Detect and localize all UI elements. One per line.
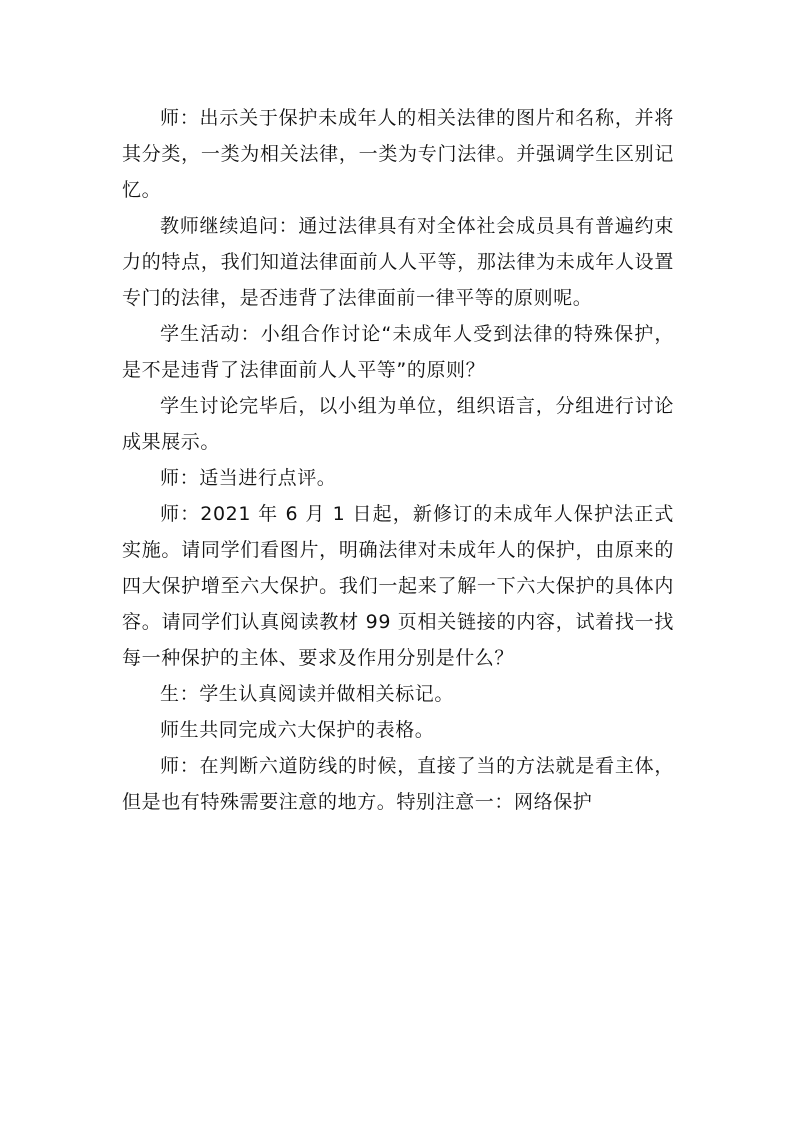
paragraph-teacher-laws: 师：出示关于保护未成年人的相关法律的图片和名称，并将其分类，一类为相关法律，一类为专门法律。并强调学生区别记忆。 xyxy=(122,107,674,201)
paragraph-six-defenses: 师：在判断六道防线的时候，直接了当的方法就是看主体，但是也有特殊需要注意的地方。特别注意一：网络保护 xyxy=(122,755,674,813)
paragraph-teacher-comment: 师：适当进行点评。 xyxy=(160,467,337,489)
paragraph-complete-table: 师生共同完成六大保护的表格。 xyxy=(160,719,435,741)
paragraph-teacher-question: 教师继续追问：通过法律具有对全体社会成员具有普遍约束力的特点，我们知道法律面前人人平等，那法律为未成年人设置专门的法律，是否违背了法律面前一律平等的原则呢。 xyxy=(122,215,674,309)
document-body xyxy=(122,100,674,820)
paragraph-new-law: 师：2021 年 6 月 1 日起，新修订的未成年人保护法正式实施。请同学们看图片，明确法律对未成年人的保护，由原来的四大保护增至六大保护。我们一起来了解一下六大保护的具体内容。请同学们认真阅读教材 99 页相关链接的内容，试着找一找每一种保护的主体、要求及作用分别是什么？ xyxy=(122,503,674,669)
paragraph-student-activity: 学生活动：小组合作讨论“未成年人受到法律的特殊保护，是不是违背了法律面前人人平等”的原则？ xyxy=(122,323,674,381)
paragraph-student-reading: 生：学生认真阅读并做相关标记。 xyxy=(160,683,455,705)
paragraph-group-discussion: 学生讨论完毕后，以小组为单位，组织语言，分组进行讨论成果展示。 xyxy=(122,395,674,453)
